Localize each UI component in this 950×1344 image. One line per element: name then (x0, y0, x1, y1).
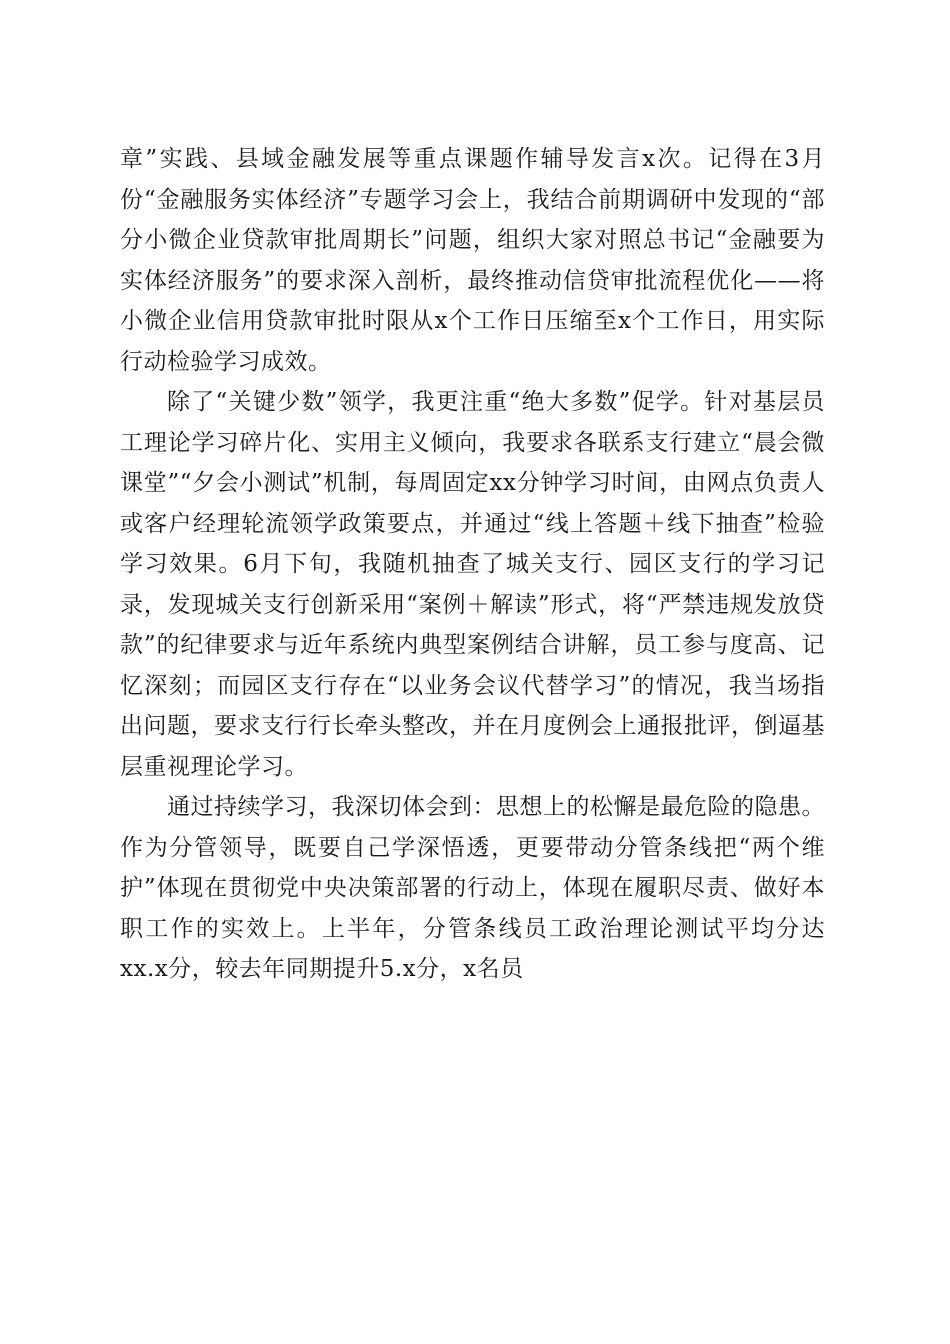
paragraph-2: 除了“关键少数”领学，我更注重“绝大多数”促学。针对基层员工理论学习碎片化、实用主义倾向，我要求各联系支行建立“晨会微课堂”“夕会小测试”机制，每周固定xx分钟学习时间，由网点负责人或客户经理轮流领学政策要点，并通过“线上答题＋线下抽查”检验学习效果。6月下旬，我随机抽查了城关支行、园区支行的学习记录，发现城关支行创新采用“案例＋解读”形式，将“严禁违规发放贷款”的纪律要求与近年系统内典型案例结合讲解，员工参与度高、记忆深刻；而园区支行存在“以业务会议代替学习”的情况，我当场指出问题，要求支行行长牵头整改，并在月度例会上通报批评，倒逼基层重视理论学习。 (120, 389, 825, 780)
paragraph-3: 通过持续学习，我深切体会到：思想上的松懈是最危险的隐患。作为分管领导，既要自己学深悟透，更要带动分管条线把“两个维护”体现在贯彻党中央决策部署的行动上，体现在履职尽责、做好本职工作的实效上。上半年，分管条线员工政治理论测试平均分达xx.x分，较去年同期提升5.x分，x名员 (120, 794, 825, 982)
document-body (120, 139, 825, 990)
paragraph-1: 章”实践、县域金融发展等重点课题作辅导发言x次。记得在3月份“金融服务实体经济”专题学习会上，我结合前期调研中发现的“部分小微企业贷款审批周期长”问题，组织大家对照总书记“金融要为实体经济服务”的要求深入剖析，最终推动信贷审批流程优化——将小微企业信用贷款审批时限从x个工作日压缩至x个工作日，用实际行动检验学习成效。 (120, 146, 825, 375)
